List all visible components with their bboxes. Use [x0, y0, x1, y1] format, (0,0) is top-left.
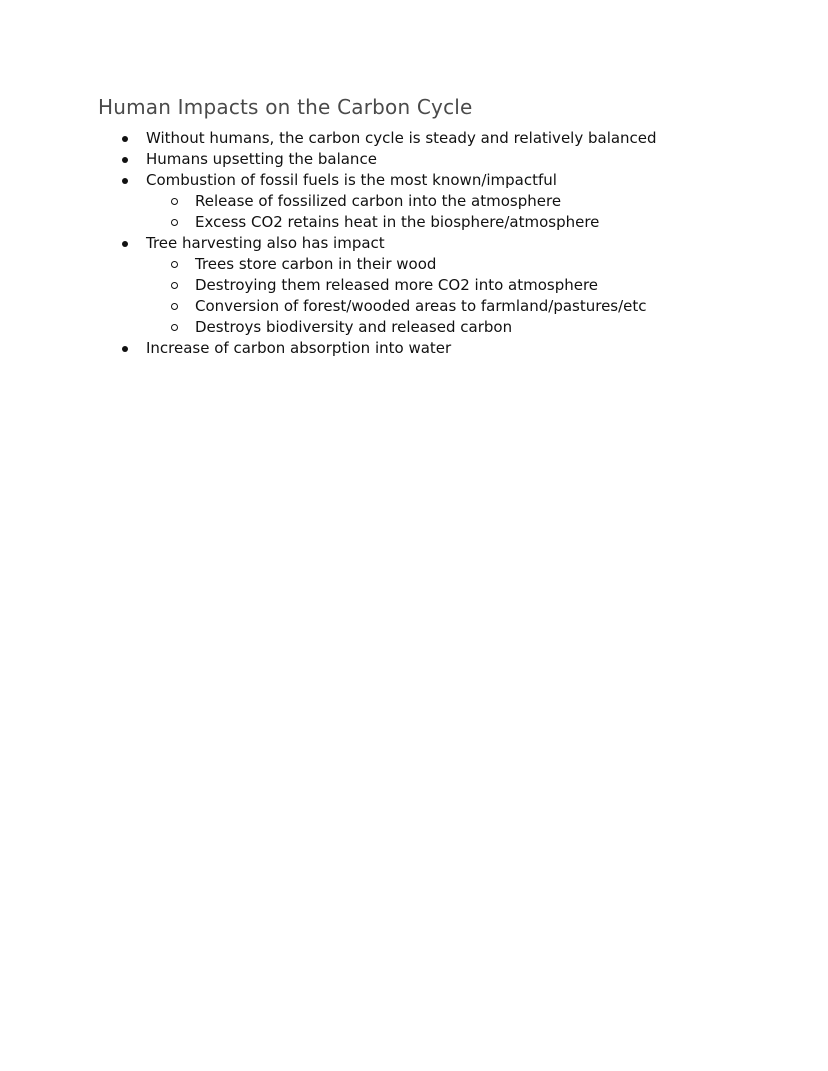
hollow-bullet-icon	[171, 261, 178, 268]
sub-list-item	[0, 254, 828, 275]
sub-list-item-text: Release of fossilized carbon into the atmosphere	[195, 192, 562, 210]
sub-list-item-text: Trees store carbon in their wood	[195, 255, 437, 273]
bullet-list	[0, 128, 828, 359]
sub-list-item	[0, 212, 828, 233]
hollow-bullet-icon	[171, 219, 178, 226]
hollow-bullet-icon	[171, 324, 178, 331]
list-item	[0, 128, 828, 149]
list-item-text: Humans upsetting the balance	[146, 150, 377, 168]
sub-list-item-text: Excess CO2 retains heat in the biosphere/atmosphere	[195, 213, 600, 231]
sub-list-item	[0, 275, 828, 296]
sub-list-item	[0, 317, 828, 338]
list-item-text: Combustion of fossil fuels is the most known/impactful	[146, 171, 557, 189]
list-item	[0, 149, 828, 170]
filled-bullet-icon	[122, 241, 128, 247]
list-item-text: Increase of carbon absorption into water	[146, 339, 452, 357]
sub-list-item-text: Destroys biodiversity and released carbon	[195, 318, 513, 336]
hollow-bullet-icon	[171, 198, 178, 205]
list-item	[0, 170, 828, 191]
sub-list-item-text: Destroying them released more CO2 into atmosphere	[195, 276, 599, 294]
sub-list-item	[0, 296, 828, 317]
list-item-text: Tree harvesting also has impact	[146, 234, 385, 252]
list-item	[0, 338, 828, 359]
document-title: Human Impacts on the Carbon Cycle	[98, 95, 473, 119]
filled-bullet-icon	[122, 346, 128, 352]
filled-bullet-icon	[122, 157, 128, 163]
hollow-bullet-icon	[171, 282, 178, 289]
filled-bullet-icon	[122, 136, 128, 142]
list-item-text: Without humans, the carbon cycle is steady and relatively balanced	[146, 129, 657, 147]
sub-list-item-text: Conversion of forest/wooded areas to farmland/pastures/etc	[195, 297, 647, 315]
hollow-bullet-icon	[171, 303, 178, 310]
sub-list-item	[0, 191, 828, 212]
filled-bullet-icon	[122, 178, 128, 184]
list-item	[0, 233, 828, 254]
